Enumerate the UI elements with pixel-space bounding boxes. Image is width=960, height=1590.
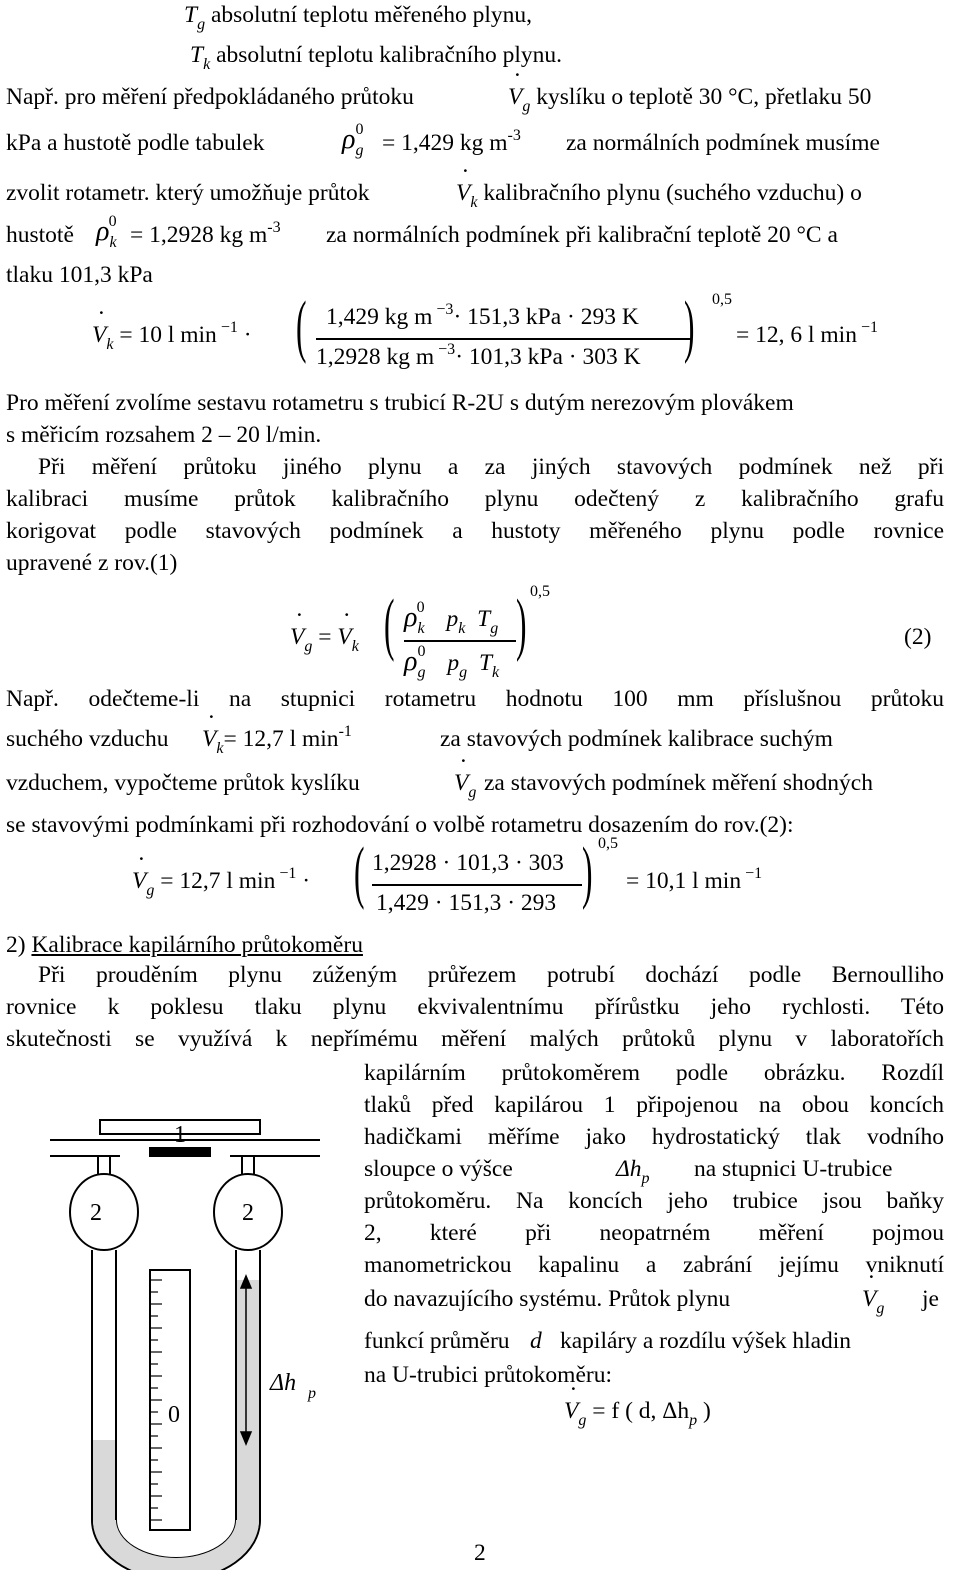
eq2-lhs: ˙ $V_g$ = ˙ $V_k$ [290,626,359,650]
eq3-paren-left: ( [354,834,365,911]
para4-line2-c: za stavových podmínek kalibrace suchým [440,726,833,752]
eq2-numerator: $\rho_k^0$ $p_k$ $T_g$ [404,599,499,637]
eq2-number: (2) [904,624,932,650]
section2-right-line7: manometrickou kapalinu a zabrání jejímu vniknutí [364,1252,944,1278]
section2-right-line9-a: funkcí průměru [364,1328,510,1354]
capillary-flowmeter-figure [30,1100,350,1570]
section2-right-line8-vg: ˙ $V_g$ [862,1288,884,1312]
function-equation: ˙ $V_g = f$ ( d, $\Delta h_p$ ) [564,1400,711,1424]
para4-line3-b: za stavových podmínek měření shodných [484,770,873,796]
tg-definition: $T_g$ absolutní teplotu měřeného plynu, [184,2,533,33]
eq3-denominator: 1,429 · 151,3 · 293 [376,890,557,916]
rho-k0: $\rho_k^0$ [96,213,117,251]
para1-line3-b: ˙ $V_k$ kalibračního plynu (suchého vzduchu) o [456,182,862,206]
section2-right-line1: kapilárním průtokoměrem podle obrázku. Rozdíl [364,1060,944,1086]
left-bulb [70,1174,138,1250]
eq3-exponent: 0,5 [598,835,618,852]
para1-line2: kPa a hustotě podle tabulek [6,130,265,156]
eq3-lhs: ˙ $V_g = 12,7$ l min $^{-1}$ · [132,870,310,894]
section2-right-line8-a: do navazujícího systému. Průtok plynu [364,1286,731,1312]
para4-line4: se stavovými podmínkami při rozhodování o volbě rotametru dosazením do rov.(2): [6,812,794,838]
section2-right-line6: 2, které při neopatrném měření pojmou [364,1220,944,1246]
para4-line2-b: ˙ $V_k= 12,7$ l $\min^{-1}$ [202,728,352,752]
eq1-fraction-bar [316,338,692,340]
section2-right-line4-b: na stupnici U-trubice [694,1156,893,1182]
section2-right-line3: hadičkami měříme jako hydrostatický tlak vodního [364,1124,944,1150]
para4-line3-vg: ˙ $V_g$ [454,772,476,796]
eq3-rhs: = 10,1 l min $^{-1}$ [626,865,763,894]
para1-line1-b: ˙ $V_g$ kyslíku o teplotě 30 °C, přetlaku 50 [508,86,871,110]
para1-line2-b: = 1,429 kg $m^{-3}$ [382,127,521,156]
para4-line2-a: suchého vzduchu [6,726,169,752]
section2-right-line4-a: sloupce o výšce [364,1156,513,1182]
label-1: 1 [174,1122,186,1148]
label-delta-h-sub: p [308,1385,316,1402]
para3-line4: upravené z rov.(1) [6,550,178,576]
eq3-paren-right: ) [582,834,593,911]
para1-line3: zvolit rotametr. který umožňuje průtok [6,180,370,206]
para4-line3-a: vzduchem, vypočteme průtok kyslíku [6,770,360,796]
label-2-left: 2 [90,1200,102,1226]
page-number: 2 [474,1540,486,1566]
eq1-paren-right: ) [684,288,695,365]
tk-definition: $T_k$ absolutní teplotu kalibračního plynu. [190,42,562,73]
para2-line2: s měřicím rozsahem 2 – 20 l/min. [6,422,322,448]
eq1-denominator: 1,2928 kg m $^{-3}$· 101,3 kPa · 303 K [316,341,641,370]
section2-line3: skutečnosti se využívá k nepřímému měření malých průtoků plynu v laboratořích [6,1026,944,1052]
para4-line1: Např. odečteme-li na stupnici rotametru hodnotu 100 mm příslušnou průtoku [6,686,944,712]
para3-line1: Při měření průtoku jiného plynu a za jiných stavových podmínek než při [38,454,944,480]
label-delta-h: Δh [270,1370,297,1396]
eq1-lhs: ˙ $V_k = 10$ l min $^{-1}$ · [92,324,252,348]
para2-line1: Pro měření zvolíme sestavu rotametru s trubicí R-2U s dutým nerezovým plovákem [6,390,794,416]
eq3-numerator: 1,2928 · 101,3 · 303 [372,850,564,876]
para1-line1: Např. pro měření předpokládaného průtoku [6,84,414,110]
para1-line5: tlaku 101,3 kPa [6,262,153,288]
eq1-exponent: 0,5 [712,291,732,308]
para3-line3: korigovat podle stavových podmínek a hustoty měřeného plynu podle rovnice [6,518,944,544]
eq3-fraction-bar [372,884,582,886]
eq1-rhs: = 12, 6 l min $^{-1}$ [736,319,878,348]
section2-right-line2: tlaků před kapilárou 1 připojenou na obou koncích [364,1092,944,1118]
eq2-exponent: 0,5 [530,583,550,600]
rho-g0: $\rho_g^0$ [342,121,364,159]
para1-line4-c: za normálních podmínek při kalibrační teplotě 20 °C a [326,222,838,248]
eq2-paren-right: ) [516,586,527,663]
eq2-paren-left: ( [384,586,395,663]
para1-line4-b: = 1,2928 kg $m^{-3}$ [130,219,281,248]
section2-line1: Při prouděním plynu zúženým průřezem potrubí dochází podle Bernoulliho [38,962,944,988]
section2-right-line10: na U-trubici průtokoměru: [364,1362,612,1388]
section2-line2: rovnice k poklesu tlaku plynu ekvivalentnímu přírůstku jeho rychlosti. Této [6,994,944,1020]
section2-heading: 2) Kalibrace kapilárního průtokoměru [6,932,363,958]
eq2-denominator: $\rho_g^0$ $p_g$ $T_k$ [404,643,500,681]
section2-right-line5: průtokoměru. Na koncích jeho trubice jsou baňky [364,1188,944,1214]
eq1-numerator: 1,429 kg m $^{-3}$· 151,3 kPa · 293 K [326,301,639,330]
para3-line2: kalibraci musíme průtok kalibračního plynu odečtený z kalibračního grafu [6,486,944,512]
section2-right-line9-b: kapiláry a rozdílu výšek hladin [560,1328,852,1354]
eq2-fraction-bar [404,640,516,642]
label-2-right: 2 [242,1200,254,1226]
section2-right-line8-b: je [922,1286,939,1312]
para1-line4: hustotě [6,222,74,248]
label-0: 0 [168,1402,180,1428]
eq1-paren-left: ( [296,288,307,365]
delta-hp: $\Delta h_p$ [616,1156,650,1187]
diameter-d: d [530,1328,542,1354]
para1-line2-c: za normálních podmínek musíme [566,130,880,156]
